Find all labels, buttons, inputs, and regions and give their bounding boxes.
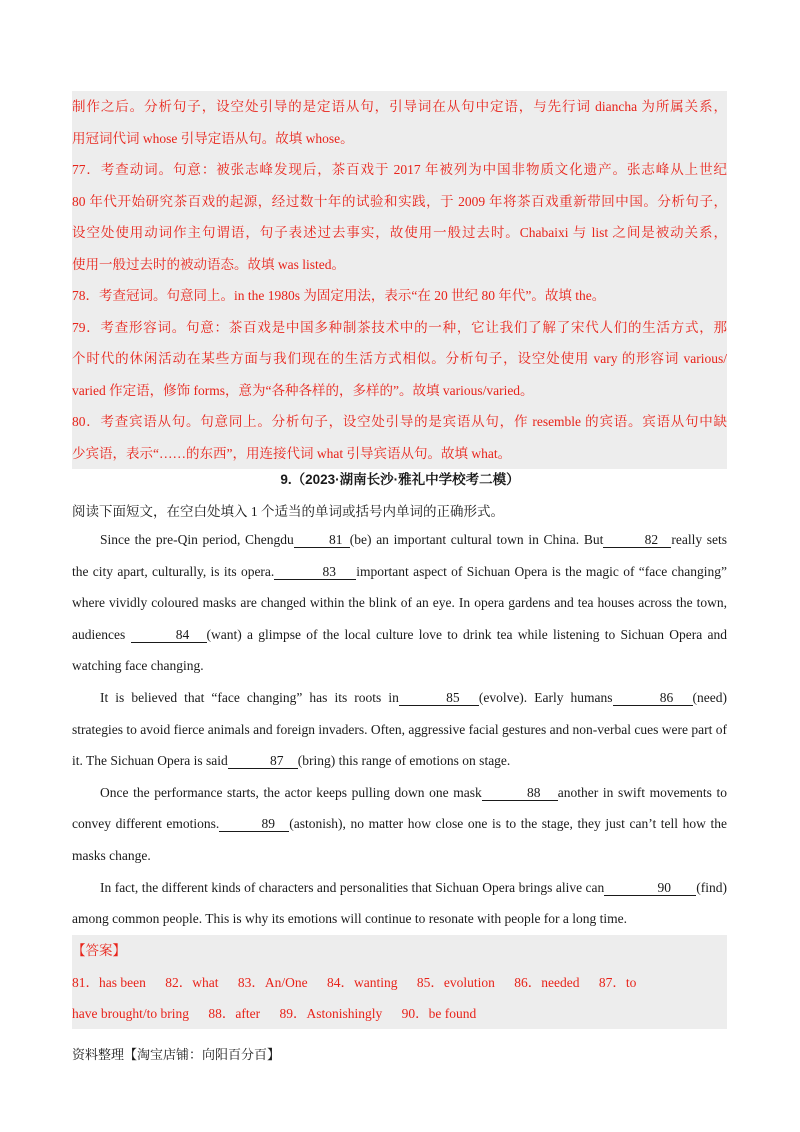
explanation-line: 77．考查动词。句意：被张志峰发现后，茶百戏于 2017 年被列为中国非物质文化遗产。张志峰从上世纪 bbox=[72, 162, 727, 177]
passage-text: really sets the city apart, culturally, is its opera. bbox=[72, 532, 728, 579]
answer-row-2 bbox=[72, 998, 727, 1030]
passage-text: (be) an important cultural town in China. But bbox=[349, 532, 604, 547]
answer-item: 89．Astonishingly bbox=[279, 1006, 383, 1021]
blank-86: 86 bbox=[613, 690, 693, 706]
passage-text: (astonish), no matter how close one is to the stage, they just can’t tell how the masks change. bbox=[72, 816, 727, 863]
explanation-line: 80 年代开始研究茶百戏的起源，经过数十年的试验和实践，于 2009 年将茶百戏重新带回中国。分析句子， bbox=[72, 193, 727, 209]
blank-83: 83 bbox=[274, 564, 356, 580]
blank-81: 81 bbox=[294, 532, 350, 548]
answer-item: 82．what bbox=[165, 974, 219, 990]
blank-82: 82 bbox=[603, 532, 671, 548]
explanation-line: 79．考查形容词。句意：茶百戏是中国多种制茶技术中的一种，它让我们了解了宋代人们的生活方式，那 bbox=[72, 319, 727, 335]
passage-text: It is believed that “face changing” has its roots in bbox=[100, 689, 399, 705]
blank-85: 85 bbox=[399, 690, 479, 706]
explanation-block bbox=[72, 91, 727, 469]
passage-text: In fact, the different kinds of characters and personalities that Sichuan Opera brings alive can bbox=[100, 879, 605, 895]
explanation-line: 80．考查宾语从句。句意同上。分析句子，设空处引导的是宾语从句，作 resemble 的宾语。宾语从句中缺 bbox=[72, 414, 727, 429]
passage-text: (want) a glimpse of the local culture love to drink tea while listening to Sichuan Opera and watching face changing. bbox=[72, 626, 728, 674]
passage bbox=[72, 524, 727, 935]
blank-87: 87 bbox=[228, 753, 298, 769]
answer-block bbox=[72, 935, 727, 1030]
answer-item: 87．to bbox=[598, 974, 637, 990]
answer-item: 86．needed bbox=[514, 974, 580, 990]
explanation-line: 用冠词代词 whose 引导定语从句。故填 whose。 bbox=[72, 130, 354, 146]
blank-90: 90 bbox=[604, 880, 696, 896]
passage-text: Once the performance starts, the actor keeps pulling down one mask bbox=[100, 784, 482, 800]
explanation-line: 制作之后。分析句子，设空处引导的是定语从句，引导词在从句中定语，与先行词 diancha 为所属关系， bbox=[72, 99, 727, 114]
explanation-line: 个时代的休闲活动在某些方面与我们现在的生活方式相似。分析句子，设空处使用 vary 的形容词 various/ bbox=[72, 351, 727, 366]
passage-text: (evolve). Early humans bbox=[478, 689, 613, 705]
blank-84: 84 bbox=[131, 627, 207, 643]
blank-89: 89 bbox=[219, 816, 289, 832]
answer-label: 【答案】 bbox=[72, 943, 126, 958]
section-title: 9.（2023·湖南长沙·雅礼中学校考二模） bbox=[280, 472, 520, 487]
answer-item: 85．evolution bbox=[416, 974, 495, 990]
explanation-line: 设空处使用动词作主句谓语，句子表述过去事实，故使用一般过去时。Chabaixi 与 list 之间是被动关系， bbox=[72, 225, 727, 240]
passage-text: (bring) this range of emotions on stage. bbox=[297, 753, 511, 769]
footer-credit: 资料整理【淘宝店铺：向阳百分百】 bbox=[72, 1047, 281, 1062]
instruction-text: 阅读下面短文，在空白处填入 1 个适当的单词或括号内单词的正确形式。 bbox=[72, 504, 504, 519]
explanation-line: 使用一般过去时的被动语态。故填 was listed。 bbox=[72, 256, 345, 272]
answer-item: 81．has been bbox=[72, 974, 146, 990]
explanation-line: varied 作定语，修饰 forms，意为“各种各样的，多样的”。故填 various/varied。 bbox=[72, 382, 534, 398]
answer-item: have brought/to bring bbox=[72, 1006, 189, 1021]
passage-text: Since the pre-Qin period, Chengdu bbox=[100, 532, 294, 547]
passage-paragraph-1 bbox=[72, 524, 727, 682]
blank-88: 88 bbox=[482, 785, 558, 801]
passage-paragraph-2 bbox=[72, 682, 727, 777]
passage-text: (find) among common people. This is why its emotions will continue to resonate with people for a long time. bbox=[72, 879, 727, 927]
answer-item: 84．wanting bbox=[326, 974, 398, 990]
passage-text: important aspect of Sichuan Opera is the magic of “face changing” where vividly coloured masks are changed within the blink of an eye. In opera gardens and tea houses across the town, audiences bbox=[72, 563, 727, 642]
answer-item: 90．be found bbox=[401, 1006, 477, 1021]
answer-row-1 bbox=[72, 967, 727, 999]
answer-item: 88．after bbox=[208, 1006, 261, 1021]
explanation-line: 少宾语，表示“……的东西”，用连接代词 what 引导宾语从句。故填 what。 bbox=[72, 445, 512, 461]
passage-paragraph-4 bbox=[72, 872, 727, 935]
passage-text: another in swift movements to convey different emotions. bbox=[72, 784, 727, 832]
passage-text: (need) strategies to avoid fierce animals and foreign invaders. Often, aggressive facial gestures and non-verbal cues were part of it. The Sichuan Opera is said bbox=[72, 689, 727, 769]
passage-paragraph-3 bbox=[72, 777, 727, 872]
explanation-line: 78．考查冠词。句意同上。in the 1980s 为固定用法，表示“在 20 世纪 80 年代”。故填 the。 bbox=[72, 288, 606, 303]
answer-item: 83．An/One bbox=[237, 974, 308, 990]
